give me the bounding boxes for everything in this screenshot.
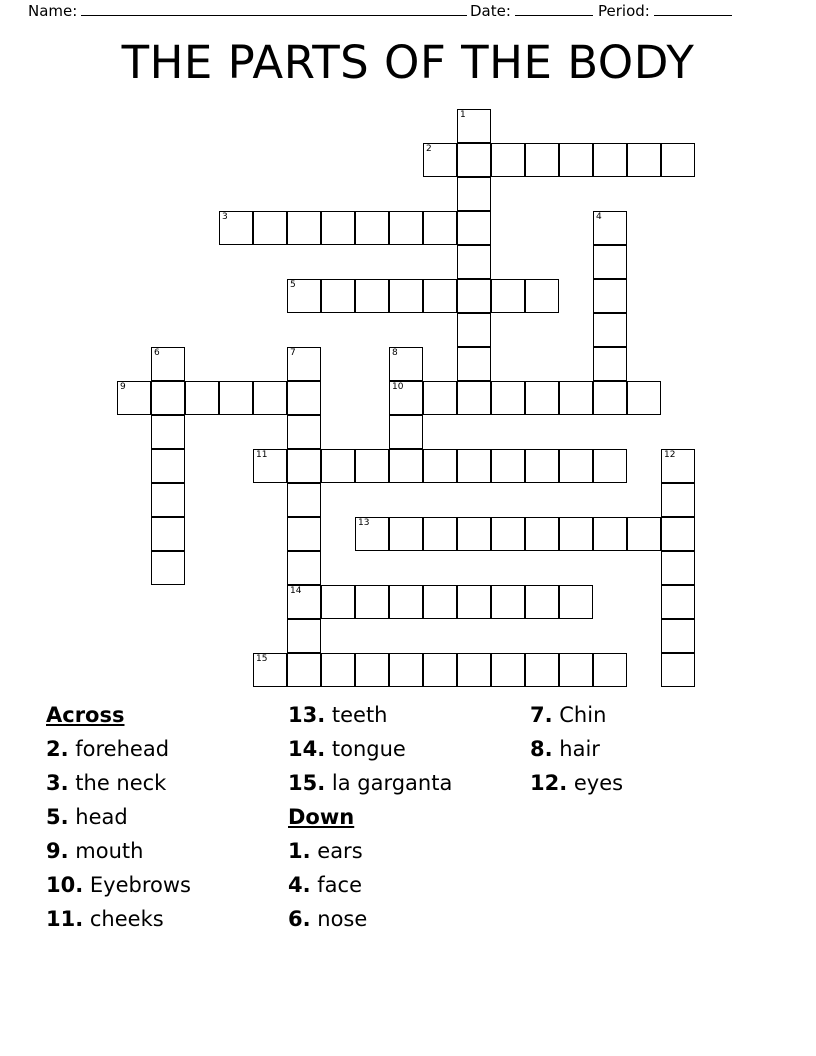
date-input-line[interactable] (515, 2, 593, 16)
crossword-cell[interactable] (355, 517, 389, 551)
crossword-cell[interactable] (389, 381, 423, 415)
crossword-cell[interactable] (457, 177, 491, 211)
clue-item (46, 732, 286, 766)
crossword-cell[interactable] (457, 381, 491, 415)
clue-text: face (310, 873, 362, 897)
clue-text: nose (310, 907, 368, 931)
crossword-cell[interactable] (389, 415, 423, 449)
crossword-cell[interactable] (661, 585, 695, 619)
crossword-cell[interactable] (457, 653, 491, 687)
crossword-cell[interactable] (151, 347, 185, 381)
clue-number: 14. (288, 737, 326, 761)
period-label: Period: (598, 2, 650, 20)
crossword-cell[interactable] (151, 517, 185, 551)
down-heading: Down (288, 805, 355, 829)
clue-text: cheeks (83, 907, 164, 931)
crossword-cell[interactable] (661, 653, 695, 687)
crossword-cell[interactable] (593, 245, 627, 279)
clue-number: 4. (288, 873, 311, 897)
crossword-cell[interactable] (525, 449, 559, 483)
crossword-cell[interactable] (389, 517, 423, 551)
clue-item (46, 868, 286, 902)
crossword-cell[interactable] (423, 381, 457, 415)
cell-number: 5 (290, 280, 296, 290)
clue-text: ears (310, 839, 363, 863)
crossword-cell[interactable] (661, 517, 695, 551)
crossword-cell[interactable] (627, 381, 661, 415)
crossword-cell[interactable] (287, 483, 321, 517)
crossword-cell[interactable] (287, 211, 321, 245)
crossword-cell[interactable] (253, 653, 287, 687)
crossword-cell[interactable] (491, 585, 525, 619)
crossword-cell[interactable] (423, 653, 457, 687)
clue-number: 12. (530, 771, 568, 795)
crossword-cell[interactable] (389, 449, 423, 483)
crossword-cell[interactable] (559, 143, 593, 177)
clue-item (530, 698, 770, 732)
crossword-cell[interactable] (457, 585, 491, 619)
clues-column-2 (288, 698, 528, 936)
clue-text: eyes (567, 771, 624, 795)
crossword-cell[interactable] (389, 211, 423, 245)
clue-item (288, 868, 528, 902)
period-field-row (598, 2, 732, 20)
date-label: Date: (470, 2, 511, 20)
crossword-cell[interactable] (287, 279, 321, 313)
across-heading: Across (46, 703, 125, 727)
clue-item (288, 732, 528, 766)
cell-number: 12 (664, 450, 676, 460)
crossword-cell[interactable] (661, 551, 695, 585)
clue-number: 8. (530, 737, 553, 761)
clue-text: teeth (325, 703, 388, 727)
crossword-cell[interactable] (593, 313, 627, 347)
clue-item (288, 834, 528, 868)
clue-number: 7. (530, 703, 553, 727)
cell-number: 15 (256, 654, 268, 664)
clue-item (46, 902, 286, 936)
crossword-cell[interactable] (355, 585, 389, 619)
clue-item (46, 834, 286, 868)
cell-number: 10 (392, 382, 404, 392)
crossword-cell[interactable] (151, 381, 185, 415)
crossword-cell[interactable] (423, 211, 457, 245)
clue-text: la garganta (325, 771, 453, 795)
clue-text: forehead (68, 737, 170, 761)
crossword-cell[interactable] (491, 143, 525, 177)
clue-number: 13. (288, 703, 326, 727)
cell-number: 6 (154, 348, 160, 358)
crossword-cell[interactable] (321, 653, 355, 687)
clue-text: Chin (552, 703, 607, 727)
crossword-cell[interactable] (593, 449, 627, 483)
crossword-cell[interactable] (355, 653, 389, 687)
crossword-cell[interactable] (593, 653, 627, 687)
clue-item (46, 766, 286, 800)
cell-number: 11 (256, 450, 268, 460)
crossword-cell[interactable] (151, 483, 185, 517)
crossword-cell[interactable] (525, 143, 559, 177)
clue-item (46, 800, 286, 834)
cell-number: 2 (426, 144, 432, 154)
crossword-cell[interactable] (457, 279, 491, 313)
crossword-cell[interactable] (321, 279, 355, 313)
clue-text: Eyebrows (83, 873, 191, 897)
clue-text: hair (552, 737, 600, 761)
crossword-cell[interactable] (457, 245, 491, 279)
crossword-cell[interactable] (389, 279, 423, 313)
crossword-cell[interactable] (287, 517, 321, 551)
crossword-cell[interactable] (287, 415, 321, 449)
clue-text: tongue (325, 737, 406, 761)
crossword-cell[interactable] (593, 143, 627, 177)
clue-number: 10. (46, 873, 84, 897)
crossword-cell[interactable] (423, 449, 457, 483)
crossword-grid[interactable] (0, 100, 816, 700)
crossword-cell[interactable] (287, 381, 321, 415)
crossword-cell[interactable] (559, 449, 593, 483)
crossword-cell[interactable] (559, 517, 593, 551)
crossword-cell[interactable] (491, 517, 525, 551)
crossword-cell[interactable] (593, 279, 627, 313)
crossword-cell[interactable] (423, 279, 457, 313)
crossword-cell[interactable] (287, 585, 321, 619)
crossword-cell[interactable] (389, 347, 423, 381)
crossword-cell[interactable] (253, 449, 287, 483)
crossword-cell[interactable] (423, 517, 457, 551)
clue-item (530, 732, 770, 766)
clue-item (288, 766, 528, 800)
clues-column-3 (530, 698, 770, 800)
crossword-cell[interactable] (151, 551, 185, 585)
crossword-cell[interactable] (457, 211, 491, 245)
crossword-cell[interactable] (287, 619, 321, 653)
cell-number: 4 (596, 212, 602, 222)
crossword-cell[interactable] (627, 517, 661, 551)
crossword-cell[interactable] (525, 653, 559, 687)
crossword-cell[interactable] (457, 313, 491, 347)
crossword-cell[interactable] (355, 449, 389, 483)
crossword-cell[interactable] (525, 517, 559, 551)
clue-text: the neck (68, 771, 167, 795)
crossword-cell[interactable] (253, 381, 287, 415)
clue-number: 3. (46, 771, 69, 795)
cell-number: 8 (392, 348, 398, 358)
clue-text: mouth (68, 839, 144, 863)
crossword-cell[interactable] (287, 551, 321, 585)
crossword-cell[interactable] (185, 381, 219, 415)
crossword-cell[interactable] (321, 211, 355, 245)
cell-number: 7 (290, 348, 296, 358)
cell-number: 13 (358, 518, 370, 528)
crossword-cell[interactable] (559, 381, 593, 415)
crossword-cell[interactable] (219, 211, 253, 245)
clue-number: 2. (46, 737, 69, 761)
clue-number: 5. (46, 805, 69, 829)
period-input-line[interactable] (654, 2, 732, 16)
crossword-cell[interactable] (457, 517, 491, 551)
crossword-cell[interactable] (627, 143, 661, 177)
crossword-cell[interactable] (593, 211, 627, 245)
crossword-cell[interactable] (321, 585, 355, 619)
clues-column-1 (46, 698, 286, 936)
crossword-cell[interactable] (355, 211, 389, 245)
name-input-line[interactable] (81, 2, 467, 16)
cell-number: 9 (120, 382, 126, 392)
clue-item (288, 698, 528, 732)
crossword-cell[interactable] (287, 449, 321, 483)
crossword-cell[interactable] (117, 381, 151, 415)
cell-number: 3 (222, 212, 228, 222)
clue-number: 11. (46, 907, 84, 931)
crossword-cell[interactable] (151, 415, 185, 449)
crossword-cell[interactable] (559, 585, 593, 619)
cell-number: 14 (290, 586, 302, 596)
clue-number: 15. (288, 771, 326, 795)
cell-number: 1 (460, 110, 466, 120)
clue-number: 6. (288, 907, 311, 931)
crossword-cell[interactable] (525, 585, 559, 619)
crossword-cell[interactable] (287, 653, 321, 687)
crossword-cell[interactable] (661, 143, 695, 177)
crossword-cell[interactable] (457, 109, 491, 143)
crossword-cell[interactable] (491, 449, 525, 483)
crossword-cell[interactable] (593, 517, 627, 551)
crossword-cell[interactable] (219, 381, 253, 415)
crossword-cell[interactable] (559, 653, 593, 687)
crossword-cell[interactable] (151, 449, 185, 483)
crossword-cell[interactable] (423, 143, 457, 177)
crossword-cell[interactable] (593, 381, 627, 415)
crossword-cell[interactable] (389, 585, 423, 619)
clue-item (288, 902, 528, 936)
name-label: Name: (28, 2, 78, 20)
crossword-cell[interactable] (491, 653, 525, 687)
crossword-cell[interactable] (287, 347, 321, 381)
crossword-cell[interactable] (457, 347, 491, 381)
crossword-cell[interactable] (321, 449, 355, 483)
crossword-cell[interactable] (525, 381, 559, 415)
crossword-cell[interactable] (525, 279, 559, 313)
crossword-cell[interactable] (389, 653, 423, 687)
crossword-cell[interactable] (661, 449, 695, 483)
crossword-cell[interactable] (253, 211, 287, 245)
crossword-cell[interactable] (457, 449, 491, 483)
crossword-cell[interactable] (661, 619, 695, 653)
crossword-cell[interactable] (491, 279, 525, 313)
name-field-row (28, 2, 467, 20)
clue-item (530, 766, 770, 800)
clue-number: 1. (288, 839, 311, 863)
crossword-cell[interactable] (355, 279, 389, 313)
crossword-cell[interactable] (491, 381, 525, 415)
page-title: THE PARTS OF THE BODY (121, 36, 695, 89)
worksheet-header (0, 0, 816, 26)
clue-number: 9. (46, 839, 69, 863)
date-field-row (470, 2, 593, 20)
clue-text: head (68, 805, 128, 829)
crossword-cell[interactable] (457, 143, 491, 177)
crossword-cell[interactable] (593, 347, 627, 381)
crossword-cell[interactable] (661, 483, 695, 517)
crossword-cell[interactable] (423, 585, 457, 619)
